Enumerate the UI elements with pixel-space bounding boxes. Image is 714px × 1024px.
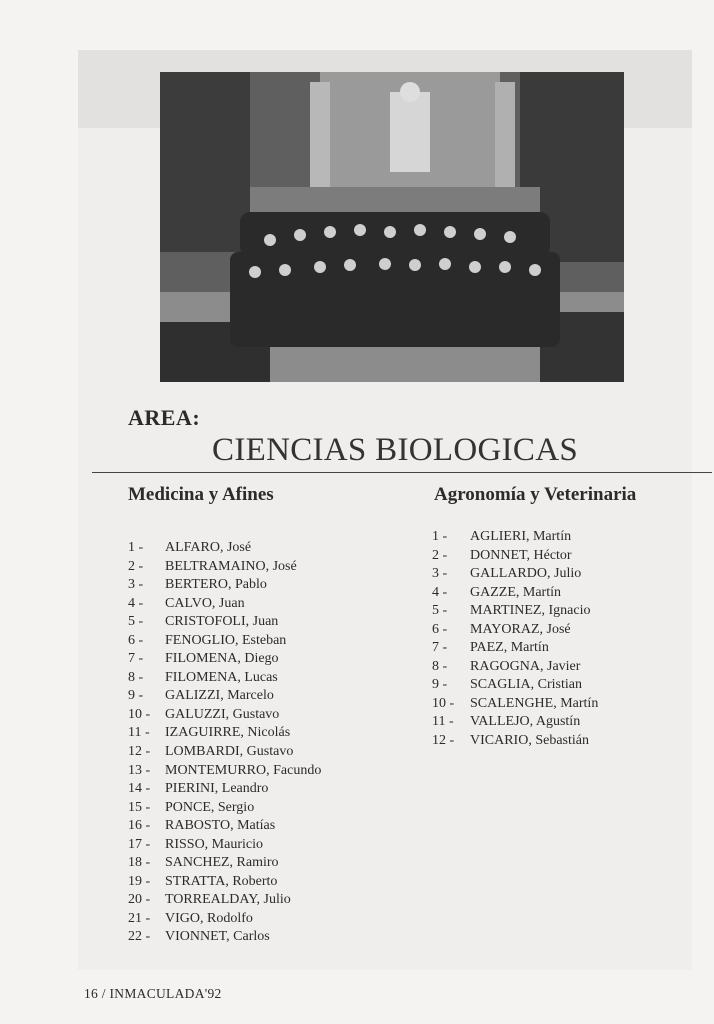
item-name: LOMBARDI, Gustavo <box>165 744 294 760</box>
item-number: 6 - <box>432 621 448 637</box>
medicina-list <box>128 539 321 947</box>
item-name: GAZZE, Martín <box>470 584 561 600</box>
list-item <box>432 584 598 603</box>
medicina-heading: Medicina y Afines <box>128 484 274 505</box>
list-item <box>128 706 321 725</box>
item-number: 22 - <box>128 929 151 945</box>
list-item <box>128 632 321 651</box>
item-number: 2 - <box>432 547 448 563</box>
group-photo <box>160 72 624 382</box>
group-photo-icon <box>160 72 624 382</box>
item-name: ALFARO, José <box>165 540 252 555</box>
list-item <box>432 713 598 732</box>
item-number: 13 - <box>128 762 151 778</box>
item-name: CRISTOFOLI, Juan <box>165 614 279 630</box>
item-number: 11 - <box>128 725 150 741</box>
list-item <box>432 658 598 677</box>
item-name: PAEZ, Martín <box>470 640 549 656</box>
item-number: 17 - <box>128 836 151 852</box>
item-name: FILOMENA, Diego <box>165 651 279 667</box>
item-name: PONCE, Sergio <box>165 799 255 815</box>
agronomia-heading: Agronomía y Veterinaria <box>434 484 637 505</box>
list-item <box>128 799 321 818</box>
list-item <box>128 724 321 743</box>
item-number: 15 - <box>128 799 151 815</box>
list-item <box>128 817 321 836</box>
item-name: BERTERO, Pablo <box>165 577 267 593</box>
item-number: 20 - <box>128 892 151 908</box>
list-item <box>128 650 321 669</box>
item-number: 3 - <box>128 577 144 593</box>
list-item <box>432 602 598 621</box>
list-item <box>432 547 598 566</box>
item-number: 2 - <box>128 558 144 574</box>
list-item <box>128 762 321 781</box>
item-number: 10 - <box>432 695 455 711</box>
item-name: GALUZZI, Gustavo <box>165 706 280 722</box>
item-name: VIGO, Rodolfo <box>165 910 253 926</box>
item-number: 21 - <box>128 910 151 926</box>
list-item <box>432 565 598 584</box>
list-item <box>128 687 321 706</box>
item-name: GALIZZI, Marcelo <box>165 688 274 704</box>
list-item <box>128 669 321 688</box>
page-title: CIENCIAS BIOLOGICAS <box>212 432 578 468</box>
item-number: 9 - <box>128 688 144 704</box>
item-name: MONTEMURRO, Facundo <box>165 762 322 778</box>
item-name: MARTINEZ, Ignacio <box>470 603 591 619</box>
item-number: 7 - <box>432 640 448 656</box>
item-number: 3 - <box>432 566 448 582</box>
item-name: IZAGUIRRE, Nicolás <box>165 725 291 741</box>
item-name: GALLARDO, Julio <box>470 566 582 582</box>
list-item <box>128 743 321 762</box>
item-number: 10 - <box>128 706 151 722</box>
item-number: 8 - <box>432 658 448 674</box>
item-number: 9 - <box>432 677 448 693</box>
item-number: 5 - <box>128 614 144 630</box>
item-number: 12 - <box>128 744 151 760</box>
item-number: 16 - <box>128 818 151 834</box>
item-name: STRATTA, Roberto <box>165 873 278 889</box>
item-name: BELTRAMAINO, José <box>165 558 297 574</box>
item-number: 1 - <box>432 529 448 544</box>
item-name: FILOMENA, Lucas <box>165 669 278 685</box>
item-name: DONNET, Héctor <box>470 547 572 563</box>
item-number: 12 - <box>432 733 455 749</box>
list-item <box>128 910 321 929</box>
item-name: AGLIERI, Martín <box>470 529 572 544</box>
list-item <box>128 928 321 947</box>
item-number: 14 - <box>128 781 151 797</box>
list-item <box>432 676 598 695</box>
list-item <box>128 595 321 614</box>
item-name: CALVO, Juan <box>165 595 245 611</box>
item-number: 1 - <box>128 540 144 555</box>
list-item <box>432 621 598 640</box>
list-item <box>128 558 321 577</box>
list-item <box>128 854 321 873</box>
item-name: SANCHEZ, Ramiro <box>165 855 279 871</box>
list-item <box>128 891 321 910</box>
item-name: RABOSTO, Matías <box>165 818 276 834</box>
area-label: AREA: <box>128 405 201 430</box>
item-number: 4 - <box>432 584 448 600</box>
item-name: TORREALDAY, Julio <box>165 892 291 908</box>
item-number: 19 - <box>128 873 151 889</box>
item-name: VIONNET, Carlos <box>165 929 270 945</box>
item-name: MAYORAZ, José <box>470 621 571 637</box>
list-item <box>432 639 598 658</box>
page-footer: 16 / INMACULADA'92 <box>84 986 222 1001</box>
list-item <box>432 528 598 547</box>
list-item <box>432 695 598 714</box>
item-name: SCAGLIA, Cristian <box>470 677 582 693</box>
list-item <box>128 873 321 892</box>
item-name: VICARIO, Sebastián <box>470 733 589 749</box>
agronomia-list <box>432 528 598 751</box>
item-name: VALLEJO, Agustín <box>470 714 581 730</box>
item-number: 7 - <box>128 651 144 667</box>
item-name: RISSO, Mauricio <box>165 836 263 852</box>
item-number: 5 - <box>432 603 448 619</box>
item-name: FENOGLIO, Esteban <box>165 632 287 648</box>
list-item <box>432 732 598 751</box>
item-number: 4 - <box>128 595 144 611</box>
item-number: 11 - <box>432 714 454 730</box>
item-number: 8 - <box>128 669 144 685</box>
item-name: RAGOGNA, Javier <box>470 658 581 674</box>
item-name: PIERINI, Leandro <box>165 781 269 797</box>
list-item <box>128 613 321 632</box>
list-item <box>128 836 321 855</box>
item-number: 6 - <box>128 632 144 648</box>
title-rule <box>92 472 712 473</box>
item-number: 18 - <box>128 855 151 871</box>
list-item <box>128 539 321 558</box>
list-item <box>128 780 321 799</box>
list-item <box>128 576 321 595</box>
item-name: SCALENGHE, Martín <box>470 695 599 711</box>
